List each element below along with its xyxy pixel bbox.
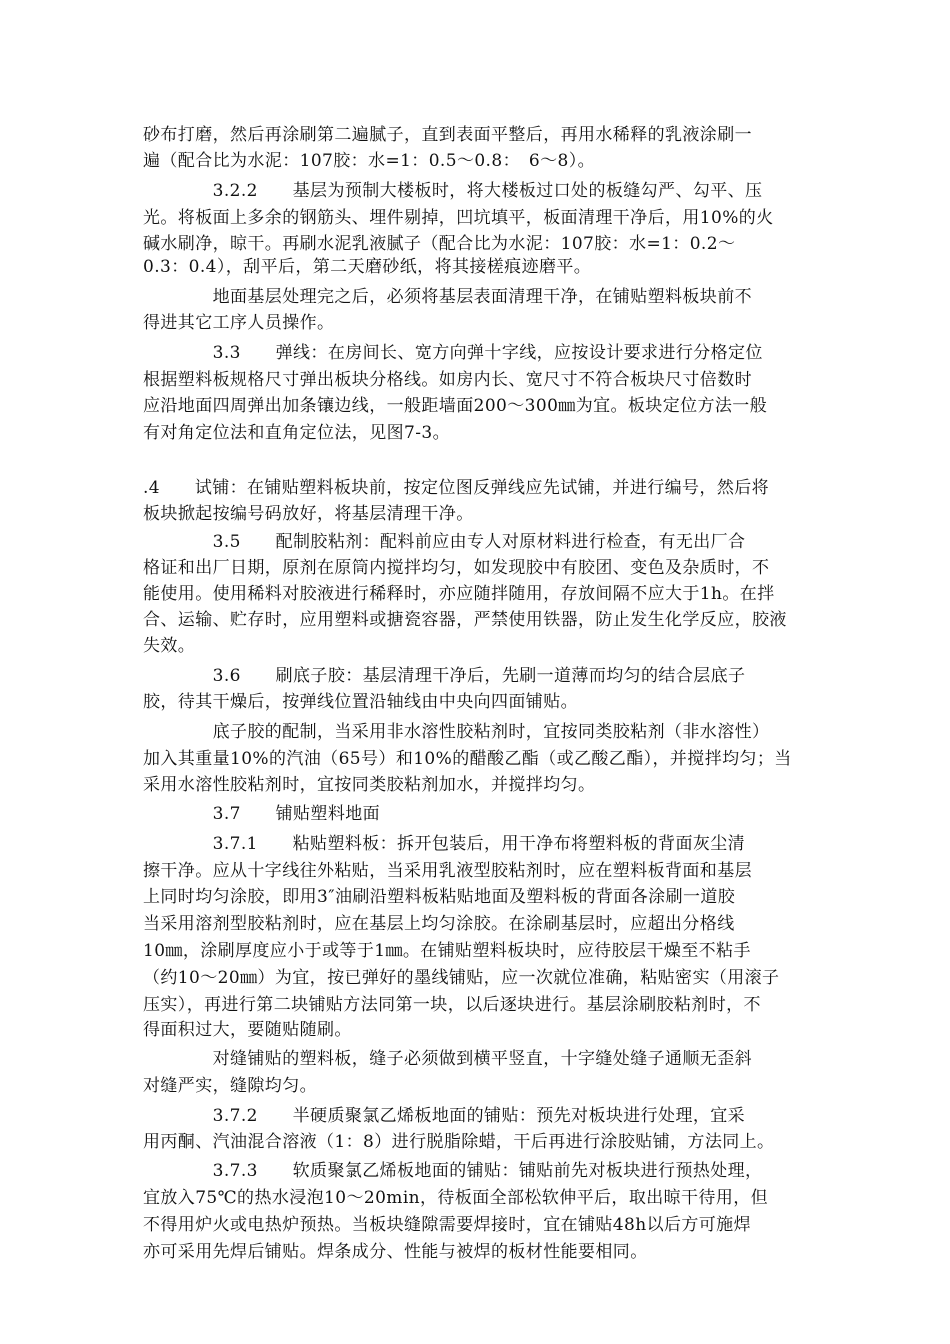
text-line: 根据塑料板规格尺寸弹出板块分格线。如房内长、宽尺寸不符合板块尺寸倍数时	[143, 370, 752, 390]
text-line: 底子胶的配制，当采用非水溶性胶粘剂时，宜按同类胶粘剂（非水溶性）	[143, 722, 770, 742]
text-line: 得进其它工序人员操作。	[143, 313, 335, 333]
text-line: （约10～20㎜）为宜，按已弹好的墨线铺贴，应一次就位准确，粘贴密实（用滚子	[143, 968, 780, 988]
text-line: 压实），再进行第二块铺贴方法同第一块，以后逐块进行。基层涂刷胶粘剂时，不	[143, 995, 761, 1015]
text-line: 上同时均匀涂胶，即用3″油刷沿塑料板粘贴地面及塑料板的背面各涂刷一道胶	[143, 887, 736, 907]
text-line: 用丙酮、汽油混合溶液（1：8）进行脱脂除蜡，干后再进行涂胶贴铺，方法同上。	[143, 1132, 775, 1152]
text-line: 碱水刷净，晾干。再刷水泥乳液腻子（配合比为水泥：107胶：水=1：0.2～	[143, 234, 736, 254]
text-line: 0.3：0.4），刮平后，第二天磨砂纸，将其接槎痕迹磨平。	[143, 257, 592, 277]
text-line: 3.6 刷底子胶：基层清理干净后，先刷一道薄而均匀的结合层底子	[143, 666, 746, 686]
section-heading: 3.7 铺贴塑料地面	[143, 804, 381, 824]
text-line: 宜放入75℃的热水浸泡10～20min，待板面全部松软伸平后，取出晾干待用，但	[143, 1188, 769, 1208]
text-line: 有对角定位法和直角定位法，见图7-3。	[143, 423, 450, 443]
text-line: 采用水溶性胶粘剂时，宜按同类胶粘剂加水，并搅拌均匀。	[143, 775, 596, 795]
text-line: 3.3 弹线：在房间长、宽方向弹十字线，应按设计要求进行分格定位	[143, 343, 763, 363]
text-line: 3.5 配制胶粘剂：配料前应由专人对原材料进行检查，有无出厂合	[143, 532, 746, 552]
text-line: 3.7.3 软质聚氯乙烯板地面的铺贴：铺贴前先对板块进行预热处理，	[143, 1161, 763, 1181]
text-line: 失效。	[143, 636, 196, 656]
text-line: 格证和出厂日期，原剂在原筒内搅拌均匀，如发现胶中有胶团、变色及杂质时，不	[143, 558, 770, 578]
text-line: 3.7.1 粘贴塑料板：拆开包装后，用干净布将塑料板的背面灰尘清	[143, 834, 746, 854]
text-line: 当采用溶剂型胶粘剂时，应在基层上均匀涂胶。在涂刷基层时，应超出分格线	[143, 914, 735, 934]
text-line: 得面积过大，要随贴随刷。	[143, 1020, 352, 1040]
text-line: 砂布打磨，然后再涂刷第二遍腻子，直到表面平整后，再用水稀释的乳液涂刷一	[143, 125, 752, 145]
text-line: 对缝铺贴的塑料板，缝子必须做到横平竖直，十字缝处缝子通顺无歪斜	[143, 1049, 752, 1069]
text-line: 板块掀起按编号码放好，将基层清理干净。	[143, 504, 474, 524]
text-line: 加入其重量10%的汽油（65号）和10%的醋酸乙酯（或乙酸乙酯），并搅拌均匀；当	[143, 749, 792, 769]
text-line: 地面基层处理完之后，必须将基层表面清理干净，在铺贴塑料板块前不	[143, 287, 752, 307]
text-line: 遍（配合比为水泥：107胶：水=1：0.5～0.8： 6～8）。	[143, 151, 596, 171]
text-line: 3.7.2 半硬质聚氯乙烯板地面的铺贴：预先对板块进行处理，宜采	[143, 1106, 746, 1126]
text-line: 不得用炉火或电热炉预热。当板块缝隙需要焊接时，宜在铺贴48h以后方可施焊	[143, 1215, 751, 1235]
text-line: 光。将板面上多余的钢筋头、埋件剔掉，凹坑填平，板面清理干净后，用10%的火	[143, 208, 774, 228]
text-line: 合、运输、贮存时，应用塑料或搪瓷容器，严禁使用铁器，防止发生化学反应，胶液	[143, 610, 787, 630]
text-line: 亦可采用先焊后铺贴。焊条成分、性能与被焊的板材性能要相同。	[143, 1242, 648, 1262]
text-line: 对缝严实，缝隙均匀。	[143, 1076, 317, 1096]
text-line: 能使用。使用稀料对胶液进行稀释时，亦应随拌随用，存放间隔不应大于1h。在拌	[143, 584, 775, 604]
text-line: 擦干净。应从十字线往外粘贴，当采用乳液型胶粘剂时，应在塑料板背面和基层	[143, 861, 752, 881]
text-line: 胶，待其干燥后，按弹线位置沿轴线由中央向四面铺贴。	[143, 692, 578, 712]
text-line: 10㎜，涂刷厚度应小于或等于1㎜。在铺贴塑料板块时，应待胶层干燥至不粘手	[143, 941, 751, 961]
text-line: 3.2.2 基层为预制大楼板时，将大楼板过口处的板缝勾严、勾平、压	[143, 181, 763, 201]
text-line: .4 试铺：在铺贴塑料板块前，按定位图反弹线应先试铺，并进行编号，然后将	[143, 478, 770, 498]
text-line: 应沿地面四周弹出加条镶边线，一般距墙面200～300㎜为宜。板块定位方法一般	[143, 396, 768, 416]
